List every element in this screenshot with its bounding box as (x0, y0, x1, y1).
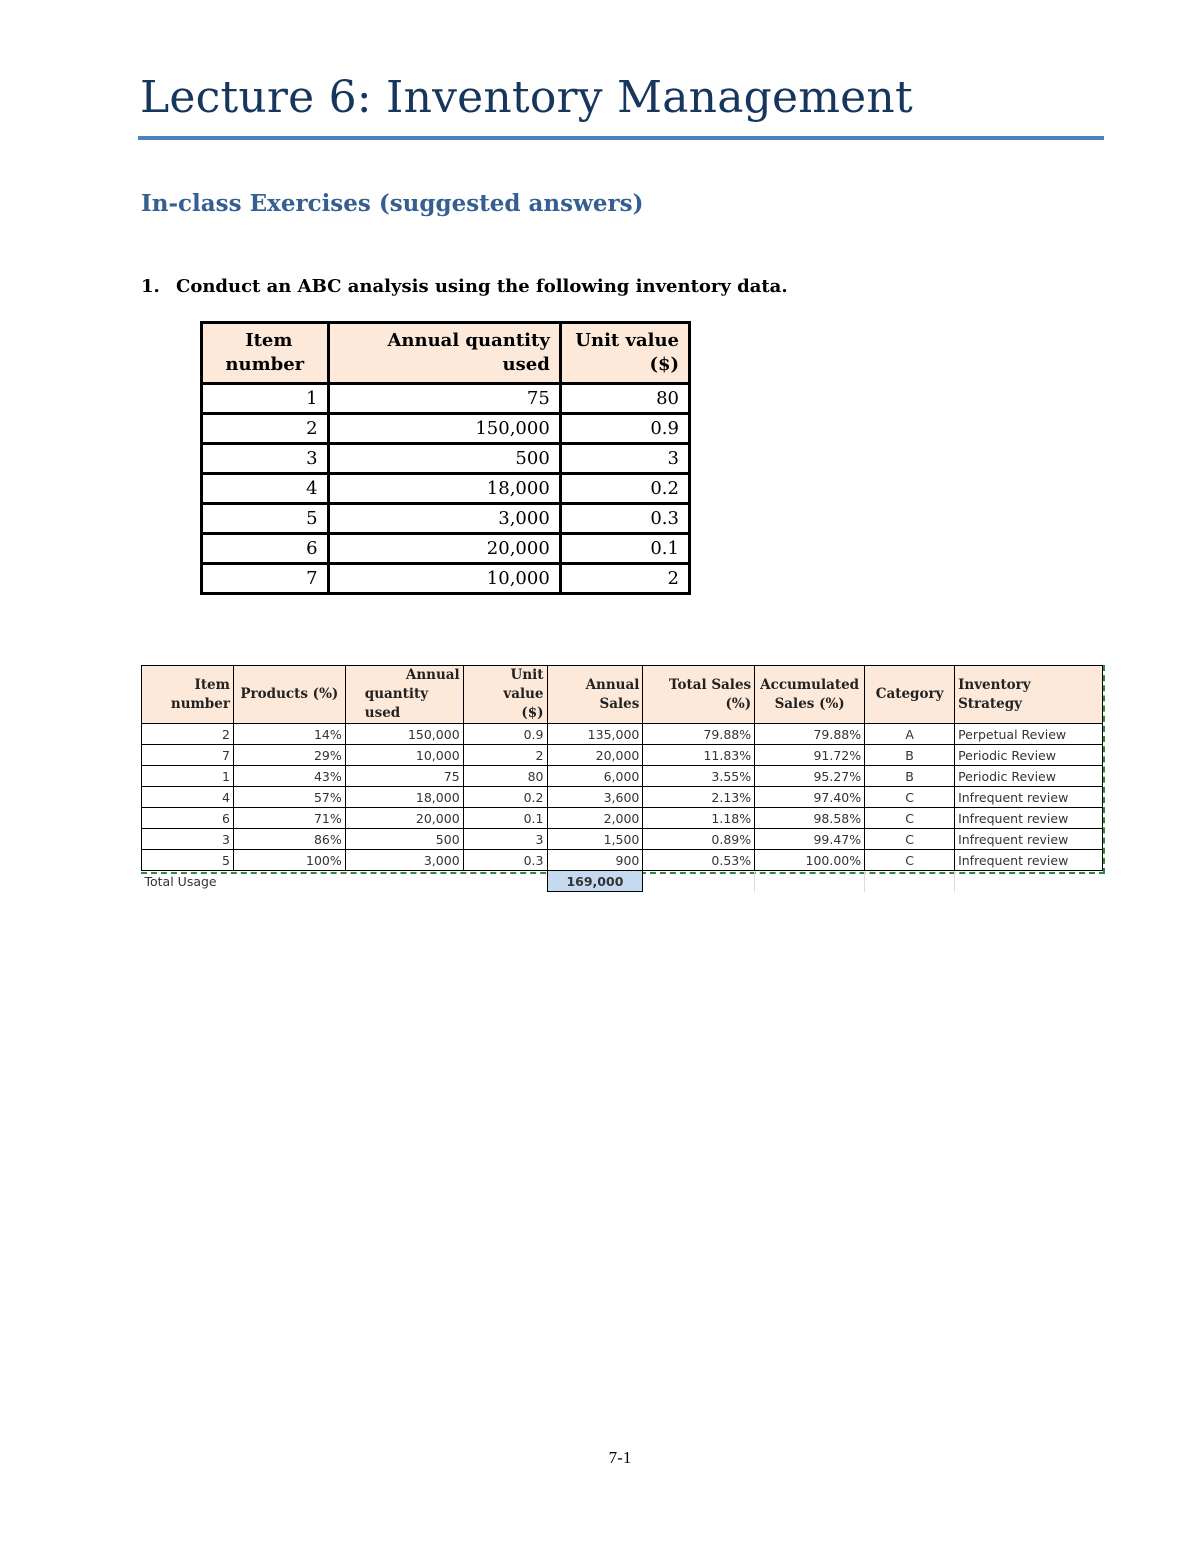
empty-cell (463, 871, 547, 892)
cell-accumulated-sales: 99.47% (755, 829, 865, 850)
cell-item-number: 4 (202, 474, 329, 504)
cell-item-number: 3 (202, 444, 329, 474)
header-annual-quantity: Annual quantity used (328, 323, 560, 384)
header-item-number: Item number (142, 666, 234, 724)
cell-inventory-strategy: Periodic Review (955, 766, 1103, 787)
cell-inventory-strategy: Infrequent review (955, 850, 1103, 871)
cell-unit-value: 0.9 (560, 414, 689, 444)
cell-unit-value: 3 (463, 829, 547, 850)
header-products-percent: Products (%) (233, 666, 345, 724)
cell-category: C (865, 829, 955, 850)
cell-item-number: 1 (202, 384, 329, 414)
cell-annual-sales: 900 (547, 850, 643, 871)
page-number: 7-1 (608, 1448, 632, 1467)
cell-annual-sales: 1,500 (547, 829, 643, 850)
header-unit-value: Unit value ($) (463, 666, 547, 724)
total-usage-value: 169,000 (547, 871, 643, 892)
cell-total-sales-percent: 3.55% (643, 766, 755, 787)
cell-total-sales-percent: 2.13% (643, 787, 755, 808)
table-row (202, 444, 690, 474)
cell-unit-value: 0.1 (463, 808, 547, 829)
cell-item-number: 1 (142, 766, 234, 787)
cell-inventory-strategy: Infrequent review (955, 808, 1103, 829)
empty-cell (865, 871, 955, 892)
cell-inventory-strategy: Infrequent review (955, 829, 1103, 850)
cell-item-number: 2 (202, 414, 329, 444)
cell-products-percent: 29% (233, 745, 345, 766)
title-underline (138, 136, 1104, 140)
header-total-sales-percent: Total Sales (%) (643, 666, 755, 724)
cell-unit-value: 3 (560, 444, 689, 474)
cell-total-sales-percent: 79.88% (643, 724, 755, 745)
cell-category: C (865, 787, 955, 808)
cell-accumulated-sales: 98.58% (755, 808, 865, 829)
cell-annual-quantity: 3,000 (328, 504, 560, 534)
cell-category: C (865, 808, 955, 829)
table-row (142, 829, 1103, 850)
cell-annual-quantity: 20,000 (328, 534, 560, 564)
cell-item-number: 5 (202, 504, 329, 534)
page-title: Lecture 6: Inventory Management (140, 72, 913, 123)
cell-inventory-strategy: Infrequent review (955, 787, 1103, 808)
header-annual-quantity: Annual quantity used (345, 666, 463, 724)
section-heading: In-class Exercises (suggested answers) (141, 190, 644, 217)
cell-annual-sales: 6,000 (547, 766, 643, 787)
cell-annual-sales: 135,000 (547, 724, 643, 745)
cell-annual-sales: 2,000 (547, 808, 643, 829)
cell-annual-quantity: 10,000 (328, 564, 560, 594)
cell-item-number: 7 (202, 564, 329, 594)
table-row (142, 724, 1103, 745)
total-row (142, 871, 1103, 892)
cell-annual-quantity: 18,000 (345, 787, 463, 808)
cell-unit-value: 80 (560, 384, 689, 414)
cell-category: B (865, 745, 955, 766)
cell-total-sales-percent: 0.89% (643, 829, 755, 850)
cell-annual-sales: 20,000 (547, 745, 643, 766)
question-number: 1. (141, 276, 160, 297)
cell-accumulated-sales: 97.40% (755, 787, 865, 808)
header-unit-value: Unit value ($) (560, 323, 689, 384)
question-text: Conduct an ABC analysis using the following inventory data. (176, 276, 788, 297)
header-inventory-strategy: Inventory Strategy (955, 666, 1103, 724)
cell-inventory-strategy: Periodic Review (955, 745, 1103, 766)
cell-item-number: 5 (142, 850, 234, 871)
table-row (142, 850, 1103, 871)
cell-item-number: 7 (142, 745, 234, 766)
cell-products-percent: 14% (233, 724, 345, 745)
cell-item-number: 4 (142, 787, 234, 808)
cell-item-number: 3 (142, 829, 234, 850)
table-header-row (202, 323, 690, 384)
table-row (142, 766, 1103, 787)
cell-annual-quantity: 18,000 (328, 474, 560, 504)
table-row (202, 504, 690, 534)
cell-item-number: 2 (142, 724, 234, 745)
cell-unit-value: 2 (560, 564, 689, 594)
cell-annual-quantity: 500 (328, 444, 560, 474)
header-accumulated-sales: Accumulated Sales (%) (755, 666, 865, 724)
table-row (202, 534, 690, 564)
cell-unit-value: 0.9 (463, 724, 547, 745)
empty-cell (233, 871, 345, 892)
empty-cell (345, 871, 463, 892)
question-1 (141, 276, 788, 297)
cell-category: B (865, 766, 955, 787)
cell-products-percent: 100% (233, 850, 345, 871)
table-row (202, 474, 690, 504)
header-category: Category (865, 666, 955, 724)
cell-unit-value: 0.2 (560, 474, 689, 504)
cell-item-number: 6 (142, 808, 234, 829)
cell-accumulated-sales: 91.72% (755, 745, 865, 766)
cell-annual-quantity: 10,000 (345, 745, 463, 766)
table-header-row (142, 666, 1103, 724)
cell-accumulated-sales: 79.88% (755, 724, 865, 745)
empty-cell (955, 871, 1103, 892)
cell-annual-quantity: 3,000 (345, 850, 463, 871)
table-row (202, 414, 690, 444)
cell-unit-value: 2 (463, 745, 547, 766)
cell-annual-quantity: 75 (328, 384, 560, 414)
cell-annual-sales: 3,600 (547, 787, 643, 808)
cell-unit-value: 0.3 (560, 504, 689, 534)
header-annual-sales: Annual Sales (547, 666, 643, 724)
total-usage-label: Total Usage (142, 871, 234, 892)
table-row (202, 564, 690, 594)
table-row (142, 787, 1103, 808)
table-row (142, 808, 1103, 829)
cell-annual-quantity: 75 (345, 766, 463, 787)
cell-total-sales-percent: 1.18% (643, 808, 755, 829)
cell-annual-quantity: 150,000 (345, 724, 463, 745)
cell-category: A (865, 724, 955, 745)
cell-products-percent: 43% (233, 766, 345, 787)
table-row (202, 384, 690, 414)
cell-inventory-strategy: Perpetual Review (955, 724, 1103, 745)
cell-annual-quantity: 150,000 (328, 414, 560, 444)
cell-unit-value: 0.2 (463, 787, 547, 808)
inventory-data-table (200, 321, 691, 595)
cell-accumulated-sales: 95.27% (755, 766, 865, 787)
table-row (142, 745, 1103, 766)
empty-cell (755, 871, 865, 892)
abc-analysis-table (141, 665, 1103, 892)
cell-item-number: 6 (202, 534, 329, 564)
cell-products-percent: 71% (233, 808, 345, 829)
abc-analysis-spreadsheet (141, 665, 1105, 889)
cell-unit-value: 0.1 (560, 534, 689, 564)
cell-products-percent: 86% (233, 829, 345, 850)
cell-unit-value: 0.3 (463, 850, 547, 871)
cell-accumulated-sales: 100.00% (755, 850, 865, 871)
cell-total-sales-percent: 11.83% (643, 745, 755, 766)
cell-unit-value: 80 (463, 766, 547, 787)
cell-total-sales-percent: 0.53% (643, 850, 755, 871)
empty-cell (643, 871, 755, 892)
cell-category: C (865, 850, 955, 871)
cell-annual-quantity: 20,000 (345, 808, 463, 829)
cell-annual-quantity: 500 (345, 829, 463, 850)
cell-products-percent: 57% (233, 787, 345, 808)
header-item-number: Item number (202, 323, 329, 384)
